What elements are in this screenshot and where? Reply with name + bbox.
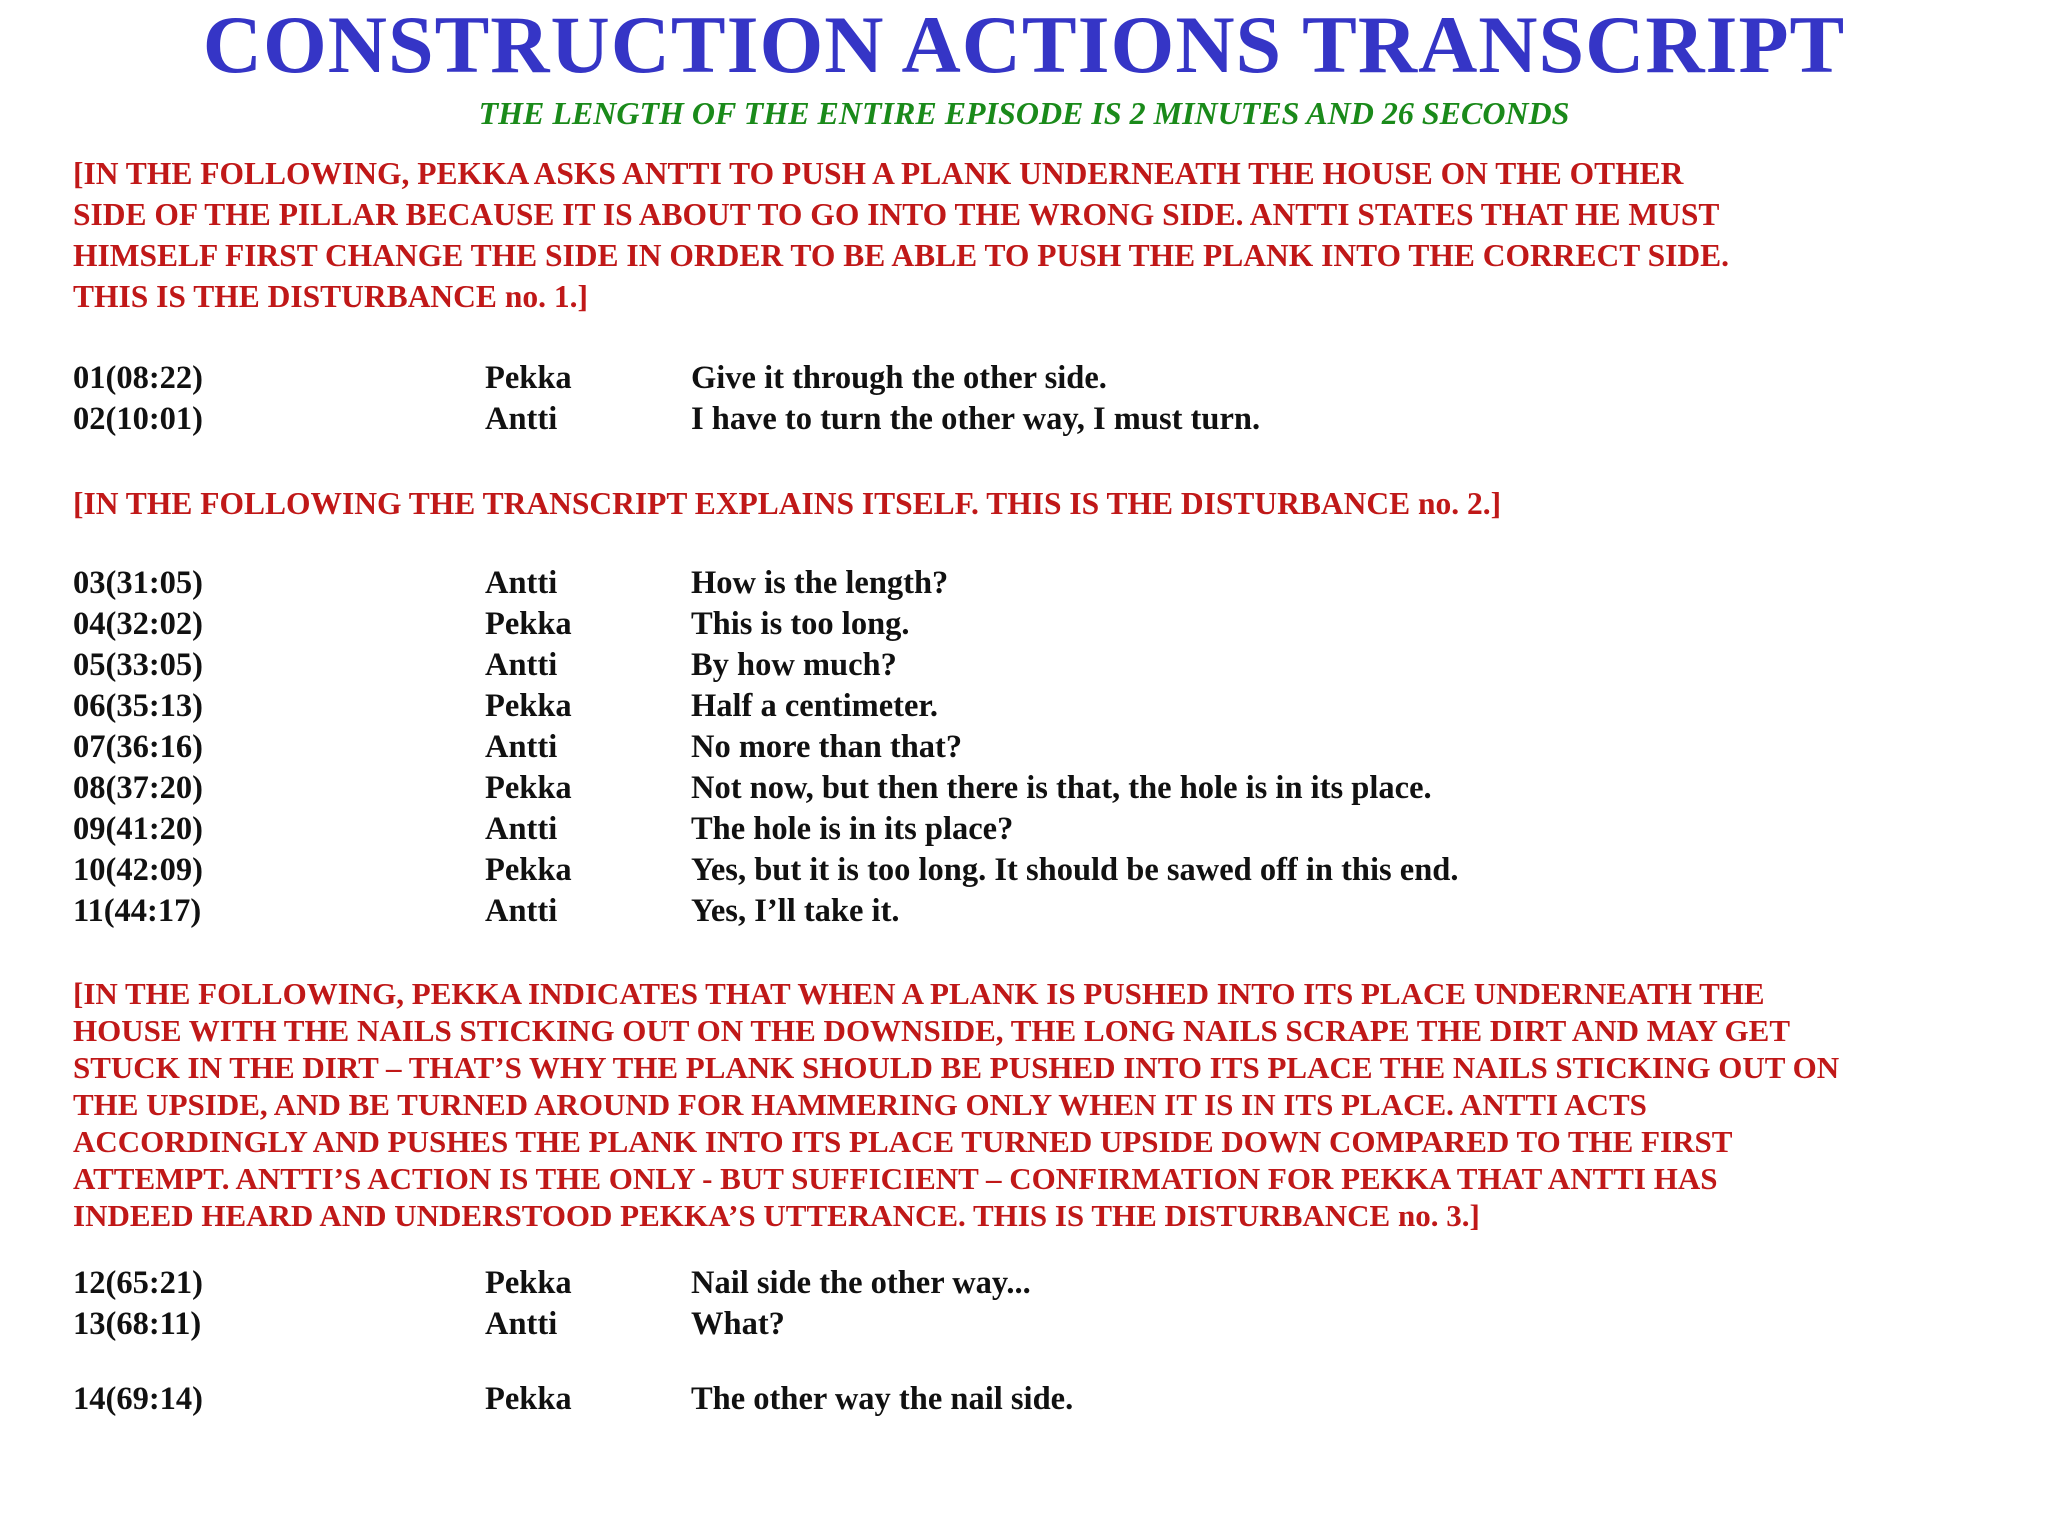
line-speaker: Antti [485, 811, 558, 847]
line-speaker: Pekka [485, 1265, 572, 1301]
line-speaker: Antti [485, 1306, 558, 1342]
line-timestamp: 06(35:13) [73, 688, 203, 724]
line-utterance: By how much? [691, 647, 897, 683]
disturbance-note-2: [IN THE FOLLOWING THE TRANSCRIPT EXPLAINS ITSELF. THIS IS THE DISTURBANCE no. 2.] [73, 486, 1502, 521]
episode-length-subtitle: THE LENGTH OF THE ENTIRE EPISODE IS 2 MINUTES AND 26 SECONDS [478, 95, 1570, 131]
line-utterance: Not now, but then there is that, the hole is in its place. [691, 770, 1432, 806]
line-speaker: Antti [485, 729, 558, 765]
disturbance-note-3: [IN THE FOLLOWING, PEKKA INDICATES THAT WHEN A PLANK IS PUSHED INTO ITS PLACE UNDERNEATH THE HOUSE WITH THE NAILS STICKING OUT ON THE DOWNSIDE, THE LONG NAILS SCRAPE THE DIRT AND MAY GET STUCK IN THE DIRT – THAT’S WHY THE PLANK SHOULD BE PUSHED INTO ITS PLACE THE NAILS STICKING OUT ON THE UPSIDE, AND BE TURNED AROUND FOR HAMMERING ONLY WHEN IT IS IN ITS PLACE. ANTTI ACTS ACCORDINGLY AND PUSHES THE PLANK INTO ITS PLACE TURNED UPSIDE DOWN COMPARED TO THE FIRST ATTEMPT. ANTTI’S ACTION IS THE ONLY - BUT SUFFICIENT – CONFIRMATION FOR PEKKA THAT ANTTI HAS INDEED HEARD AND UNDERSTOOD PEKKA’S UTTERANCE. THIS IS THE DISTURBANCE no. 3.] [73, 976, 1840, 1233]
line-utterance: Yes, but it is too long. It should be sawed off in this end. [691, 852, 1459, 888]
line-timestamp: 02(10:01) [73, 401, 203, 437]
line-timestamp: 09(41:20) [73, 811, 203, 847]
line-timestamp: 08(37:20) [73, 770, 203, 806]
line-timestamp: 13(68:11) [73, 1306, 202, 1342]
line-utterance: I have to turn the other way, I must turn. [691, 401, 1261, 437]
line-utterance: No more than that? [691, 729, 963, 765]
line-utterance: This is too long. [691, 606, 910, 642]
disturbance-note-1: [IN THE FOLLOWING, PEKKA ASKS ANTTI TO PUSH A PLANK UNDERNEATH THE HOUSE ON THE OTHER SIDE OF THE PILLAR BECAUSE IT IS ABOUT TO GO INTO THE WRONG SIDE. ANTTI STATES THAT HE MUST HIMSELF FIRST CHANGE THE SIDE IN ORDER TO BE ABLE TO PUSH THE PLANK INTO THE CORRECT SIDE. THIS IS THE DISTURBANCE no. 1.] [73, 156, 1729, 314]
line-timestamp: 05(33:05) [73, 647, 203, 683]
line-speaker: Pekka [485, 1381, 572, 1417]
line-speaker: Pekka [485, 770, 572, 806]
line-speaker: Antti [485, 401, 558, 437]
line-utterance: What? [691, 1306, 785, 1342]
line-timestamp: 14(69:14) [73, 1381, 203, 1417]
line-timestamp: 11(44:17) [73, 893, 202, 929]
line-timestamp: 01(08:22) [73, 360, 203, 396]
line-timestamp: 03(31:05) [73, 565, 203, 601]
line-utterance: The hole is in its place? [691, 811, 1014, 847]
line-speaker: Pekka [485, 360, 572, 396]
line-speaker: Pekka [485, 688, 572, 724]
line-timestamp: 04(32:02) [73, 606, 203, 642]
line-speaker: Pekka [485, 606, 572, 642]
line-utterance: Give it through the other side. [691, 360, 1107, 396]
line-speaker: Antti [485, 647, 558, 683]
line-speaker: Pekka [485, 852, 572, 888]
line-timestamp: 12(65:21) [73, 1265, 203, 1301]
line-speaker: Antti [485, 565, 558, 601]
line-utterance: Nail side the other way... [691, 1265, 1031, 1301]
line-utterance: The other way the nail side. [691, 1381, 1074, 1417]
line-utterance: How is the length? [691, 565, 949, 601]
line-speaker: Antti [485, 893, 558, 929]
line-utterance: Half a centimeter. [691, 688, 938, 724]
line-timestamp: 07(36:16) [73, 729, 203, 765]
document-title: CONSTRUCTION ACTIONS TRANSCRIPT [202, 0, 1846, 90]
line-timestamp: 10(42:09) [73, 852, 203, 888]
line-utterance: Yes, I’ll take it. [691, 893, 900, 929]
